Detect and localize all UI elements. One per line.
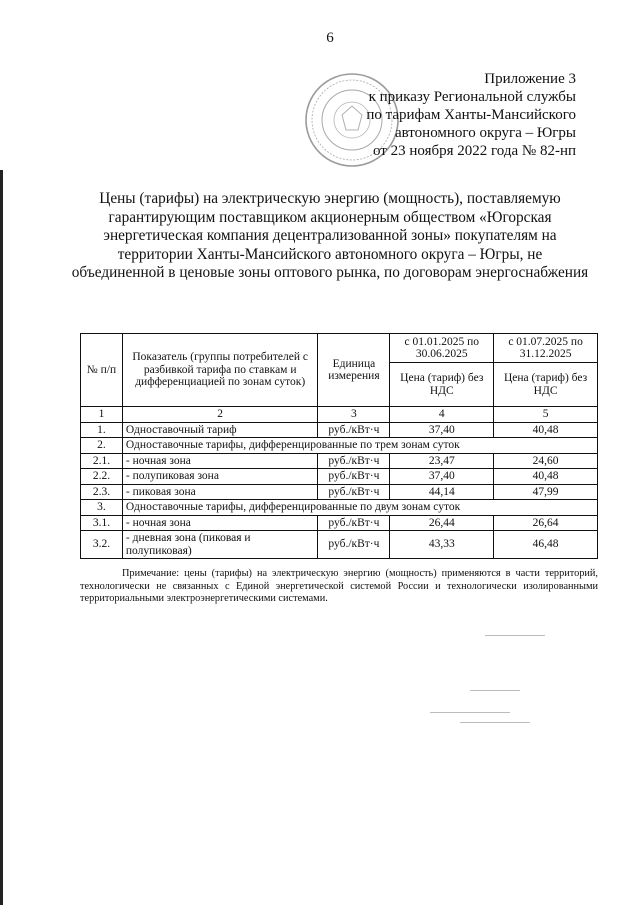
row-unit: руб./кВт·ч xyxy=(318,531,390,559)
row-num: 2.2. xyxy=(81,469,123,485)
row-price-2: 24,60 xyxy=(494,453,598,469)
header-period-1: с 01.01.2025 по 30.06.2025 xyxy=(390,334,494,363)
row-num: 2.3. xyxy=(81,484,123,500)
page-number: 6 xyxy=(326,30,334,46)
header-price-2: Цена (тариф) без НДС xyxy=(494,363,598,407)
column-number: 5 xyxy=(494,407,598,423)
row-num: 3.1. xyxy=(81,515,123,531)
header-indicator: Показатель (группы потребителей с разбивкой тарифа по ставкам и дифференциацией по зонам суток) xyxy=(122,334,318,407)
row-name: - полупиковая зона xyxy=(122,469,318,485)
scan-edge xyxy=(0,170,3,905)
row-name: - пиковая зона xyxy=(122,484,318,500)
row-price-1: 37,40 xyxy=(390,469,494,485)
column-number: 3 xyxy=(318,407,390,423)
document-title: Цены (тарифы) на электрическую энергию (мощность), поставляемую гарантирующим поставщиком акционерным обществом «Югорская энергетическая компания децентрализованной зоны» покупателям на территории Ханты-Мансийского автономного округа – Югры, не объединенной в ценовые зоны оптового рынка, по договорам энергоснабжения xyxy=(71,190,589,281)
row-price-1: 37,40 xyxy=(390,422,494,438)
row-price-2: 47,99 xyxy=(494,484,598,500)
column-number: 2 xyxy=(122,407,318,423)
table-row xyxy=(81,422,598,438)
section-title: Одноставочные тарифы, дифференцированные по двум зонам суток xyxy=(122,500,597,516)
row-unit: руб./кВт·ч xyxy=(318,515,390,531)
appendix-line: Приложение 3 xyxy=(484,71,576,87)
row-num: 1. xyxy=(81,422,123,438)
row-price-1: 26,44 xyxy=(390,515,494,531)
table-section-row xyxy=(81,500,598,516)
row-price-2: 46,48 xyxy=(494,531,598,559)
table-row xyxy=(81,484,598,500)
scan-speck xyxy=(485,635,545,636)
row-price-1: 43,33 xyxy=(390,531,494,559)
header-unit: Единица измерения xyxy=(318,334,390,407)
table-header-row xyxy=(81,334,598,363)
column-number: 1 xyxy=(81,407,123,423)
row-price-1: 44,14 xyxy=(390,484,494,500)
tariff-table xyxy=(80,333,598,559)
row-unit: руб./кВт·ч xyxy=(318,469,390,485)
scan-speck xyxy=(430,712,510,713)
row-name: - дневная зона (пиковая и полупиковая) xyxy=(122,531,318,559)
table-row xyxy=(81,515,598,531)
appendix-line: по тарифам Ханты-Мансийского xyxy=(366,107,576,123)
row-name: - ночная зона xyxy=(122,515,318,531)
row-unit: руб./кВт·ч xyxy=(318,453,390,469)
row-unit: руб./кВт·ч xyxy=(318,484,390,500)
scan-speck xyxy=(470,690,520,691)
column-number: 4 xyxy=(390,407,494,423)
row-name: Одноставочный тариф xyxy=(122,422,318,438)
section-title: Одноставочные тарифы, дифференцированные по трем зонам суток xyxy=(122,438,597,454)
appendix-block xyxy=(330,70,576,160)
row-name: - ночная зона xyxy=(122,453,318,469)
appendix-line: от 23 ноября 2022 года № 82-нп xyxy=(372,143,576,159)
header-period-2: с 01.07.2025 по 31.12.2025 xyxy=(494,334,598,363)
table-row xyxy=(81,469,598,485)
appendix-line: автономного округа – Югры xyxy=(394,125,576,141)
appendix-line: к приказу Региональной службы xyxy=(368,89,576,105)
row-num: 3. xyxy=(81,500,123,516)
scan-speck xyxy=(460,722,530,723)
column-number-row xyxy=(81,407,598,423)
table-row xyxy=(81,453,598,469)
header-num: № п/п xyxy=(81,334,123,407)
table-row xyxy=(81,531,598,559)
header-price-1: Цена (тариф) без НДС xyxy=(390,363,494,407)
row-price-1: 23,47 xyxy=(390,453,494,469)
row-price-2: 26,64 xyxy=(494,515,598,531)
row-unit: руб./кВт·ч xyxy=(318,422,390,438)
row-num: 3.2. xyxy=(81,531,123,559)
table-note: Примечание: цены (тарифы) на электрическую энергию (мощность) применяются в части территорий, технологически не связанных с Единой энергетической системой России и технологически изолированными территориальными электроэнергетическими системами. xyxy=(80,568,598,604)
row-price-2: 40,48 xyxy=(494,422,598,438)
row-num: 2.1. xyxy=(81,453,123,469)
row-price-2: 40,48 xyxy=(494,469,598,485)
row-num: 2. xyxy=(81,438,123,454)
table-section-row xyxy=(81,438,598,454)
